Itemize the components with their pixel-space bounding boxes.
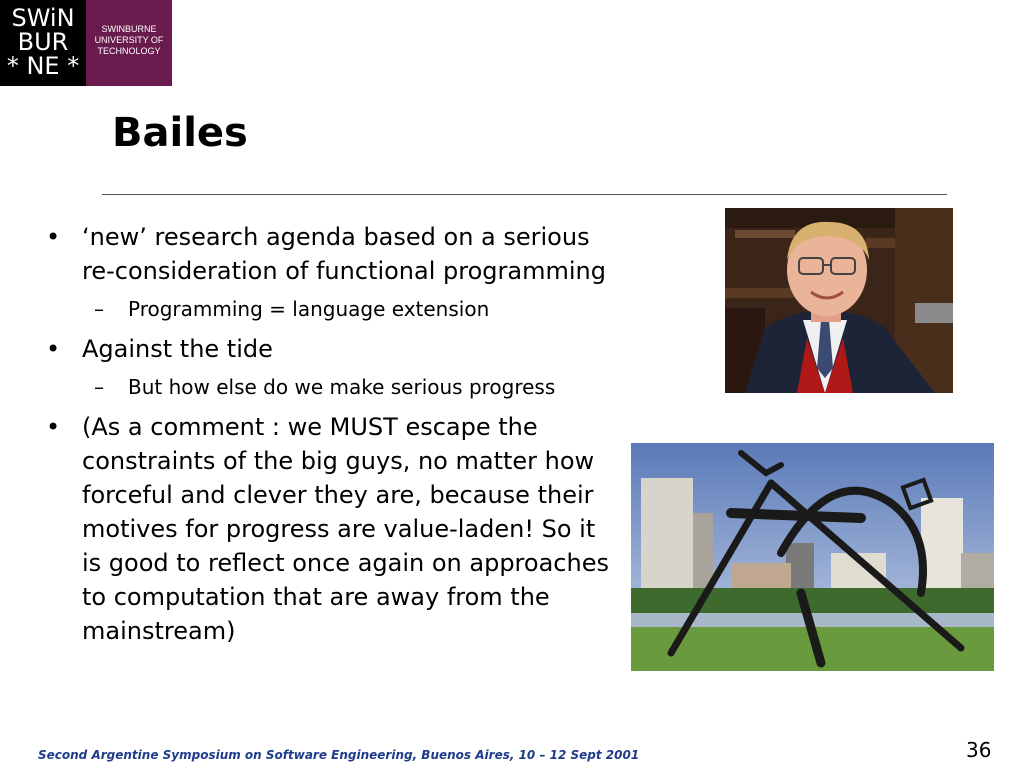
sub-bullet-text-1: Programming = language extension bbox=[128, 297, 490, 321]
logo-mark-top: SWiN bbox=[11, 4, 75, 32]
sub-bullet-dash: – bbox=[94, 297, 104, 321]
city-sculpture-photo bbox=[631, 443, 994, 671]
bullet-item-3 bbox=[46, 410, 622, 648]
university-name-block bbox=[86, 0, 172, 86]
bullet-text-1: ‘new’ research agenda based on a serious re-consideration of functional programming bbox=[82, 223, 606, 285]
bullet-dot: • bbox=[46, 223, 61, 251]
bullet-item-1 bbox=[46, 220, 627, 288]
swinburne-logo-mark bbox=[0, 0, 86, 86]
slide-title: Bailes bbox=[112, 110, 248, 156]
sub-bullet-text-2: But how else do we make serious progress bbox=[128, 375, 556, 399]
portrait-photo bbox=[725, 208, 953, 393]
sub-bullet-item-1 bbox=[94, 296, 628, 322]
sub-bullet-item-2 bbox=[94, 374, 628, 400]
sub-bullet-dash: – bbox=[94, 375, 104, 399]
title-divider bbox=[102, 194, 947, 195]
sculpture-image bbox=[631, 443, 994, 671]
logo-mark-middle: BUR bbox=[17, 28, 69, 56]
university-name-line3: TECHNOLOGY bbox=[97, 46, 161, 56]
bullet-text-3: (As a comment : we MUST escape the constraints of the big guys, no matter how forceful and clever they are, because their motives for progress are value-laden! So it is good to reflect once again on approaches to computation that are away from the mainstream) bbox=[82, 413, 609, 645]
bullet-item-2 bbox=[46, 332, 627, 366]
page-number: 36 bbox=[966, 738, 992, 762]
university-name-line2: UNIVERSITY OF bbox=[94, 35, 164, 45]
bullet-dot: • bbox=[46, 413, 61, 441]
bullet-text-2: Against the tide bbox=[82, 335, 273, 363]
bullet-dot: • bbox=[46, 335, 61, 363]
university-name-line1: SWINBURNE bbox=[101, 24, 157, 34]
logo-mark-bottom: * NE * bbox=[6, 52, 80, 80]
footer-conference: Second Argentine Symposium on Software Engineering, Buenos Aires, 10 – 12 Sept 2001 bbox=[38, 748, 640, 762]
portrait-image bbox=[725, 208, 953, 393]
